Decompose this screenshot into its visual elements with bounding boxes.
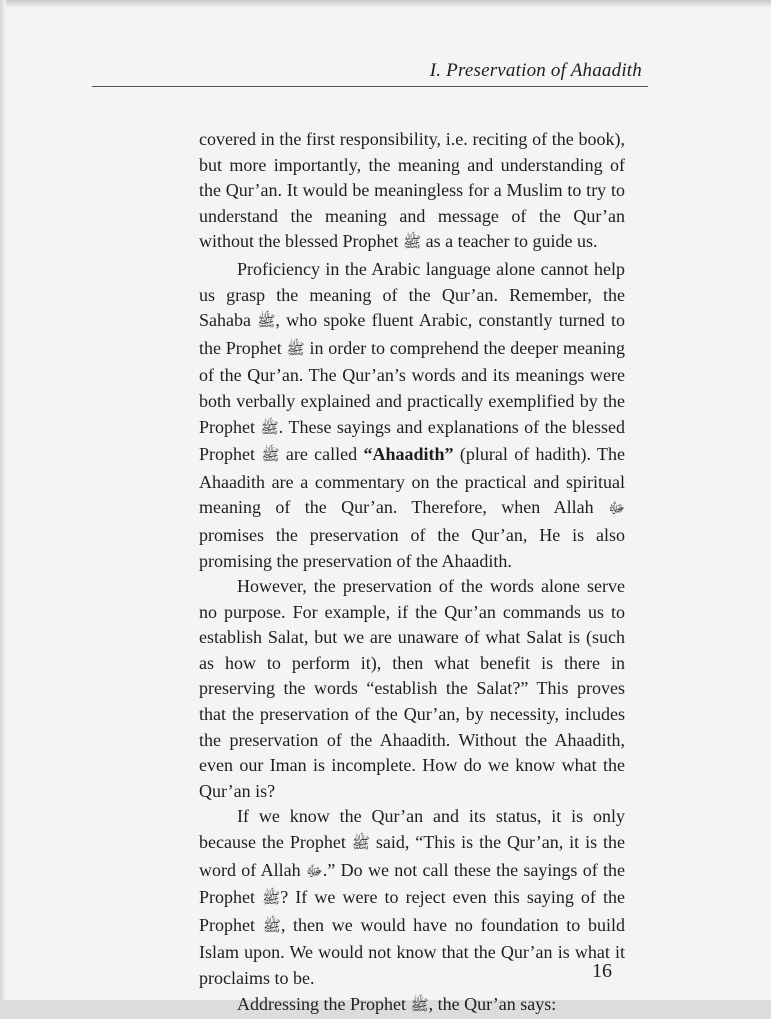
scan-left-edge [0,0,6,1000]
text-run: ? If we were to reject even this saying of the Prophet [199,887,625,935]
paragraph-4 [199,804,625,991]
scan-top-shadow [0,0,771,8]
honorific-prophet-icon: ﷺ [262,891,281,908]
honorific-prophet-icon: ﷺ [410,997,429,1014]
text-run: . These sayings and explanations of the blessed Prophet [199,416,626,465]
honorific-allah-icon: ﷻ [305,863,323,880]
body-text [199,127,625,1019]
text-run: , who spoke fluent Arabic, constantly turned to the Prophet [199,310,625,358]
honorific-allah-icon: ﷻ [608,501,625,518]
text-run: in order to comprehend the deeper meaning of the Qur’an. The Qur’an’s words and its meanings were both verbally explained and practically exemplified by the Prophet [199,337,625,437]
text-run: promises the preservation of the Qur’an, He is also promising the preservation of the Ahaadith. [199,524,625,571]
honorific-prophet-icon: ﷺ [286,341,305,358]
text-run: as a teacher to guide us. [425,231,598,252]
honorific-prophet-icon: ﷺ [402,235,422,252]
paragraph-2 [199,257,625,574]
text-run: Addressing the Prophet [237,993,406,1014]
paragraph-3: However, the preservation of the words alone serve no purpose. For example, if the Qur’an commands us to establish Salat, but we are unaware of what Salat is (such as how to perform it), then what benefit is there in preserving the words “establish the Salat?” This proves that the preservation of the Qur’an, by necessity, includes the preservation of the Ahaadith. Without the Ahaadith, even our Iman is incomplete. How do we know what the Qur’an is? [199,576,625,801]
text-run: If we know the Qur’an and its status, it is only because the Prophet [199,806,625,853]
paragraph-1 [199,127,625,257]
text-run: are called [285,444,358,465]
honorific-sahaba-icon: ﷺ [257,314,276,331]
honorific-prophet-icon: ﷺ [260,420,279,437]
text-run: Proficiency in the Arabic language alone cannot help us grasp the meaning of the Qur’an. Remember, the Sahaba [199,258,625,331]
header-rule [92,86,648,87]
running-header: I. Preservation of Ahaadith [429,60,642,81]
text-run: , then we would have no foundation to build Islam upon. We would not know that the Qur’an is what it proclaims to be. [199,914,625,988]
text-run: .” Do we not call these the sayings of the Prophet [199,859,626,908]
term-ahaadith: “Ahaadith” [363,444,454,465]
text-run: covered in the first responsibility, i.e. reciting of the book), but more importantly, the meaning and understanding of the Qur’an. It would be meaningless for a Muslim to try to understand the meaning and message of the Qur’an without the blessed Prophet [199,129,625,252]
text-run: (plural of hadith). The Ahaadith are a commentary on the practical and spiritual meaning of the Qur’an. Therefore, when Allah [199,444,626,518]
text-run: , the Qur’an says: [428,993,557,1014]
page-number: 16 [592,960,612,982]
honorific-prophet-icon: ﷺ [262,918,281,935]
text-run: said, “This is the Qur’an, it is the word of Allah [199,832,626,880]
honorific-prophet-icon: ﷺ [351,836,370,853]
paragraph-5 [199,992,625,1019]
honorific-prophet-icon: ﷺ [261,448,280,465]
